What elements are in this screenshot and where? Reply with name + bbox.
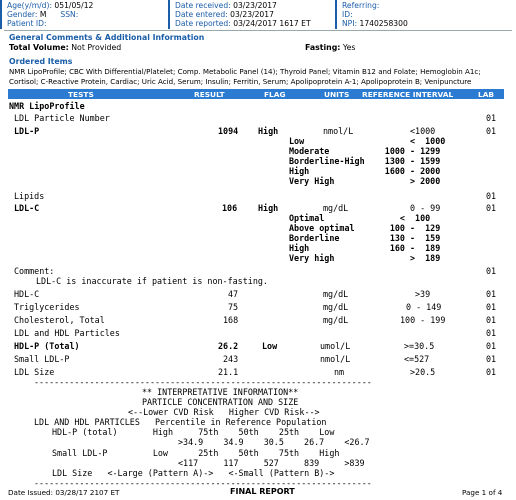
result-text: <117 117 527 839 >839 <box>178 458 365 468</box>
result-text: Small LDL-P Low 25th 50th 75th High <box>52 448 340 458</box>
result-text: <1000 <box>410 126 436 136</box>
result-text: mg/dL <box>323 302 349 312</box>
gender-value: M <box>39 10 47 19</box>
results-table-header <box>8 89 504 99</box>
lab-code: 01 <box>486 328 497 338</box>
gender-label: Gender: <box>7 10 38 19</box>
final-report-label: FINAL REPORT <box>230 487 295 496</box>
header-rule <box>4 30 512 31</box>
lab-code: 01 <box>486 354 497 364</box>
result-text: Triglycerides <box>14 302 80 312</box>
result-text: nmol/L <box>323 126 354 136</box>
lab-code: 01 <box>486 191 497 201</box>
result-text: 243 <box>223 354 239 364</box>
result-text: >=30.5 <box>404 341 435 351</box>
result-text: 47 <box>228 289 239 299</box>
col-result: RESULT <box>194 90 225 99</box>
id-label: ID: <box>342 10 353 19</box>
result-text: Borderline 130 - 159 <box>289 233 441 243</box>
result-text: Lipids <box>14 191 45 201</box>
report-header <box>0 0 516 30</box>
result-text: NMR LipoProfile <box>9 101 85 111</box>
page-number: Page 1 of 4 <box>462 488 503 497</box>
lab-code: 01 <box>486 302 497 312</box>
result-text: 0 - 149 <box>406 302 442 312</box>
result-text: High 160 - 189 <box>289 243 441 253</box>
ordered-items-title: Ordered Items <box>9 57 73 66</box>
result-text: 1094 <box>218 126 239 136</box>
result-text: <=527 <box>404 354 430 364</box>
lab-code: 01 <box>486 315 497 325</box>
result-text: Above optimal 100 - 129 <box>289 223 441 233</box>
col-units: UNITS <box>324 90 350 99</box>
result-text: nm <box>334 367 345 377</box>
result-text: 100 - 199 <box>400 315 446 325</box>
total-volume-value: Not Provided <box>71 43 122 52</box>
result-text: nmol/L <box>320 354 351 364</box>
patient-info-column <box>7 1 93 28</box>
result-text: umol/L <box>320 341 351 351</box>
result-text: >20.5 <box>410 367 436 377</box>
result-text: High <box>258 203 279 213</box>
result-text: LDL-C is inaccurate if patient is non-fasting. <box>36 276 268 286</box>
header-divider <box>0 0 2 29</box>
result-text: HDL-C <box>14 289 40 299</box>
date-received-value: 03/23/2017 <box>233 1 277 10</box>
date-entered-label: Date entered: <box>175 10 228 19</box>
result-text: Small LDL-P <box>14 354 70 364</box>
patient-id-label: Patient ID: <box>7 19 47 28</box>
header-divider <box>168 0 170 29</box>
header-divider <box>335 0 337 29</box>
result-text: Moderate 1000 - 1299 <box>289 146 441 156</box>
ssn-label: SSN: <box>60 10 79 19</box>
referring-label: Referring: <box>342 1 380 10</box>
result-text: 0 - 99 <box>410 203 441 213</box>
col-lab: LAB <box>478 90 495 99</box>
result-text: mg/dL <box>323 289 349 299</box>
result-text: Borderline-High 1300 - 1599 <box>289 156 441 166</box>
result-text: ** INTERPRETATIVE INFORMATION** <box>142 387 299 397</box>
result-text: >34.9 34.9 30.5 26.7 <26.7 <box>178 437 370 447</box>
result-text: LDL Particle Number <box>14 113 110 123</box>
result-text: LDL Size <box>14 367 55 377</box>
result-text: HDL-P (total) High 75th 50th 25th Low <box>52 427 335 437</box>
result-text: LDL-P <box>14 126 40 136</box>
result-text: HDL-P (Total) <box>14 341 80 351</box>
ordered-items-line-1: NMR LipoProfile; CBC With Differential/Platelet; Comp. Metabolic Panel (14); Thyroid Panel; Vitamin B12 and Folate; Hemoglobin A1c; <box>9 67 481 76</box>
result-text: LDL AND HDL PARTICLES Percentile in Reference Population <box>34 417 327 427</box>
col-reference-interval: REFERENCE INTERVAL <box>362 90 454 99</box>
lab-code: 01 <box>486 203 497 213</box>
age-label: Age(y/m/d): <box>7 1 52 10</box>
result-text: 168 <box>223 315 239 325</box>
result-text: High 1600 - 2000 <box>289 166 441 176</box>
result-text: Low <box>262 341 278 351</box>
result-text: LDL Size <-Large (Pattern A)-> <-Small (Pattern B)-> <box>52 468 335 478</box>
age-value: 051/05/12 <box>54 1 94 10</box>
date-entered-value: 03/23/2017 <box>230 10 274 19</box>
fasting-value: Yes <box>342 43 356 52</box>
col-flag: FLAG <box>264 90 286 99</box>
total-volume-label: Total Volume: <box>9 43 69 52</box>
general-comments-title: General Comments & Additional Information <box>9 33 205 42</box>
result-text: 106 <box>222 203 238 213</box>
lab-code: 01 <box>486 341 497 351</box>
result-text: mg/dL <box>323 203 349 213</box>
result-text: mg/dL <box>323 315 349 325</box>
result-text: Comment: <box>14 266 55 276</box>
ordered-items-line-2: Cortisol; C-Reactive Protein, Cardiac; Uric Acid, Serum; Insulin; Ferritin, Serum; Apolipoprotein A-1; Apolipoprotein B; Venipuncture <box>9 77 472 86</box>
result-text: PARTICLE CONCENTRATION AND SIZE <box>142 397 299 407</box>
referring-column <box>342 1 408 28</box>
result-text: 26.2 <box>218 341 239 351</box>
lab-code: 01 <box>486 266 497 276</box>
result-text: 21.1 <box>218 367 239 377</box>
result-text: Very High > 2000 <box>289 176 441 186</box>
date-reported-value: 03/24/2017 1617 ET <box>233 19 311 28</box>
volume-fasting-line <box>9 43 505 52</box>
date-received-label: Date received: <box>175 1 231 10</box>
dates-column <box>175 1 311 28</box>
lab-code: 01 <box>486 113 497 123</box>
npi-value: 1740258300 <box>359 19 408 28</box>
result-text: <--Lower CVD Risk Higher CVD Risk--> <box>128 407 320 417</box>
fasting-label: Fasting: <box>305 43 341 52</box>
result-text: High <box>258 126 279 136</box>
npi-label: NPI: <box>342 19 358 28</box>
result-text: ------------------------------------------------------------------- <box>34 377 372 387</box>
result-text: 75 <box>228 302 239 312</box>
result-text: Low < 1000 <box>289 136 446 146</box>
result-text: LDL-C <box>14 203 40 213</box>
result-text: Very high > 189 <box>289 253 441 263</box>
date-reported-label: Date reported: <box>175 19 231 28</box>
lab-code: 01 <box>486 367 497 377</box>
result-text: Optimal < 100 <box>289 213 431 223</box>
result-text: ------------------------------------------------------------------- <box>34 478 372 488</box>
result-text: Cholesterol, Total <box>14 315 105 325</box>
col-tests: TESTS <box>68 90 94 99</box>
lab-code: 01 <box>486 289 497 299</box>
result-text: LDL and HDL Particles <box>14 328 120 338</box>
result-text: >39 <box>415 289 431 299</box>
lab-code: 01 <box>486 126 497 136</box>
date-issued: Date Issued: 03/28/17 2107 ET <box>8 488 120 497</box>
